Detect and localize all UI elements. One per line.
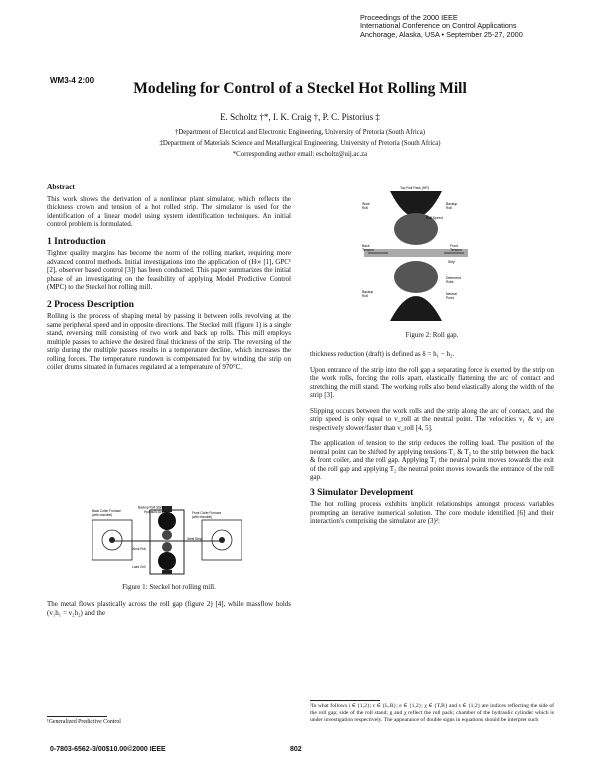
- corresponding-email: *Corresponding author email: escholtz@uij.ac.za: [232, 151, 368, 158]
- figure-1-steckel-mill: [92, 506, 242, 578]
- left-column-continued: The metal flows plastically across the roll gap (figure 2) [4], while massflow holds (v₁h₁ = v₂h₂) and the: [47, 600, 291, 617]
- fig2-label-deformed: Deformed Rolls: [446, 276, 461, 284]
- right-column: [310, 350, 554, 533]
- upper-backup-roll: [158, 512, 176, 530]
- intro-heading: 1 Introduction: [47, 236, 106, 247]
- fig2-label-neutral: Neutral Point: [446, 292, 457, 300]
- fig2-label-front-tension: Front Tension: [450, 244, 462, 252]
- fig2-label-back-tension: Back Tension: [362, 244, 374, 252]
- isbn-line: 0-7803-6562-3/00$10.00©2000 IEEE: [50, 746, 166, 753]
- right-para-simulator: The hot rolling process exhibits implicit relationships amongst process variables prompting an iterative numerical solution. The core module identified [6] and their interaction's comprising the simulator are (3)²:: [310, 500, 554, 525]
- affiliation-1: †Department of Electrical and Electronic Engineering, University of Pretoria (South Africa): [174, 129, 426, 136]
- footnote-rule: [47, 716, 107, 717]
- label-strip: Steel Strip: [187, 537, 202, 541]
- figure-2-roll-gap: [360, 183, 472, 328]
- right-para-separating-force: Upon entrance of the strip into the roll gap a separating force is exerted by the strip on the work rolls, forcing the rolls apart, elastically flattening the arc of contact and stretching the mill stand. The working rolls also bend elastically along the width of the strip [3].: [310, 365, 554, 399]
- conference-info: Proceedings of the 2000 IEEE International Conference on Control Applications Anchorage, Alaska, USA • September 25-27, 2000: [360, 13, 523, 39]
- lower-work-roll: [162, 542, 172, 552]
- author-list: E. Scholtz †*, I. K. Craig †, P. C. Pistorius ‡: [220, 112, 380, 122]
- label-top-roll: Backup Roll Stand: [138, 506, 165, 510]
- label-left-coiler: Back Coiler Furnace (with mandrel): [92, 509, 121, 517]
- label-load-cell: Load Cell: [132, 565, 146, 569]
- footnote-right-rule: [310, 700, 380, 701]
- label-work-roll: Work Roll: [132, 547, 146, 551]
- abstract-text: This work shows the derivation of a nonlinear plant simulator, which reflects the thickness crown and tension of a hot rolled strip. The simulator is used for the identification of a linear model using system identification techniques. An initial control problem is formulated.: [47, 194, 291, 228]
- footnote-indices: ²In what follows i ∈ {1,2}; c ∈ {L,R}; e ∈ {1,2}; χ ∈ {T,B} and s ∈ {1,2} are indices reflecting the side of the roll gap; side of the roll stand; g and χ reflect the roll pack; chamber of the hydraulic cylinder which is under investigation respectively. The appearance of double signs in equations should be interpret such: [310, 703, 554, 723]
- paper-title: Modeling for Control of a Steckel Hot Rolling Mill: [133, 80, 467, 97]
- figure-1-caption: Figure 1: Steckel hot rolling mill.: [122, 583, 216, 591]
- upper-work-roll: [162, 530, 172, 540]
- footnote-right: [310, 700, 554, 723]
- left-column: [47, 183, 291, 372]
- load-cell-block: [162, 570, 172, 574]
- fig2-label-top: Top Roll Pack (HR): [400, 186, 429, 190]
- affiliations: [50, 127, 550, 160]
- process-heading: 2 Process Description: [47, 299, 134, 310]
- simulator-heading: 3 Simulator Development: [310, 487, 414, 498]
- abstract-heading: Abstract: [47, 182, 75, 191]
- page-number: 802: [290, 746, 302, 753]
- lower-backup-roll: [158, 552, 176, 570]
- right-para-tension: The application of tension to the strip reduces the rolling load. The position of the neutral point can be shifted by applying tensions T₁ & T₂ to the strip between the back & front coiler, and the roll gap. Applying T₁ the neutral point moves towards the exit of the roll gap and applying T₂ the neutral point moves towards the entrance of the roll gap.: [310, 439, 554, 481]
- session-code: WM3-4 2:00: [50, 76, 95, 85]
- affiliation-2: ‡Department of Materials Science and Metallurgical Engineering, University of Pretoria (South Africa): [159, 140, 441, 147]
- back-mandrel-hub: [109, 537, 115, 543]
- figure-2-caption: Figure 2: Roll gap.: [405, 331, 459, 339]
- lower-work-roll-shape: [394, 261, 438, 293]
- fig2-label-roll-speed: Roll Speed: [426, 216, 443, 220]
- process-text: Rolling is the process of shaping metal by passing it between rolls revolving at the same peripheral speed and in opposite directions. The Steckel mill (figure 1) is a single stand, reversing mill consisting of two work and back up rolls. This mill employs multiple passes to achieve the desired final thickness of the strip. The reversing of the strip during the multiple passes results in a temperature decline, which increases the rolling forces. The temperature rundown is compensated for by winding the strip on coiler drums situated in furnaces regulated at a temperature of 970°C.: [47, 312, 291, 371]
- front-mandrel-hub: [219, 537, 225, 543]
- footnote-gpc: ¹Generalized Predictive Control: [47, 719, 121, 725]
- footnote-left: [47, 716, 291, 726]
- lower-backup-roll-shape: [390, 296, 442, 321]
- right-para-draft: thickness reduction (draft) is defined as δ = h₁ − h₂.: [310, 350, 455, 358]
- fig2-label-work-roll: Work Roll: [362, 202, 370, 210]
- label-right-coiler: Front Coiler Furnace (with mandrel): [192, 511, 222, 519]
- intro-text: Tighter quality margins has become the norm of the rolling market, requiring more advanced control methods. Initial investigations into the application of (H∞ [1], GPC¹ [2], observer based control [3]) has been conducted. This paper summarizes the initial phase of an investigating on the feasibility of applying Model Predictive Control (MPC) to the Steckel hot rolling mill.: [47, 249, 291, 291]
- fig2-label-strip: Strip: [448, 260, 455, 264]
- fig2-label-backup-lower: Backup Roll: [362, 290, 374, 298]
- right-para-slipping: Slipping occurs between the work rolls and the strip along the arc of contact, and the strip speed is only equal to v_roll at the neutral point. The velocities v₁ & v₂ are respectively slower/faster than v_roll [4, 5].: [310, 406, 554, 432]
- fig2-label-backup: Backup Roll: [446, 202, 458, 210]
- label-hydraulic: Hydraulic Actuator: [144, 510, 170, 514]
